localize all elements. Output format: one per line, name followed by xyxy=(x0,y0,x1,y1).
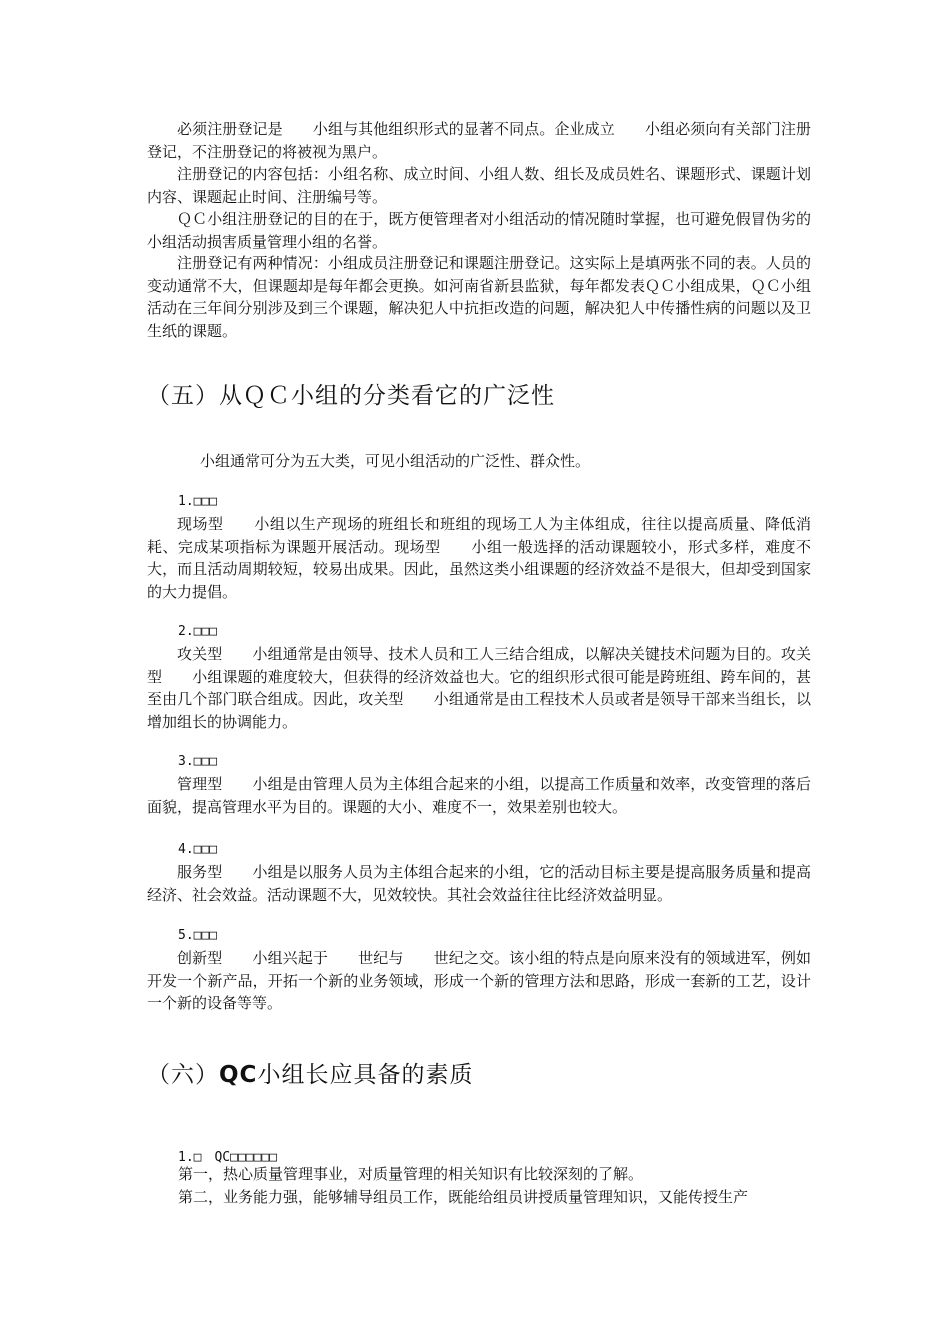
item-text-1: 现场型 小组以生产现场的班组长和班组的现场工人为主体组成，往往以提高质量、降低消耗、完成某项指标为课题开展活动。现场型 小组一般选择的活动课题较小，形式多样，难度不大，而且活动周期较短，较易出成果。因此，虽然这类小组课题的经济效益不是很大，但却受到国家的大力提倡。 xyxy=(147,515,811,601)
section-six-title-prefix: （六） xyxy=(147,1062,219,1088)
subsection-number-1: 1.□ QC□□□□□□ xyxy=(178,1150,278,1165)
quality-requirement-2: 第二，业务能力强，能够辅导组员工作，既能给组员讲授质量管理知识，又能传授生产 xyxy=(178,1188,749,1206)
item-text-5: 创新型 小组兴起于 世纪与 世纪之交。该小组的特点是向原来没有的领域进军，例如开发一个新产品，开拓一个新的业务领域，形成一个新的管理方法和思路，形成一套新的工艺，设计一个新的设备等等。 xyxy=(147,949,811,1012)
section-heading-five: （五）从ＱＣ小组的分类看它的广泛性 xyxy=(147,383,555,409)
section-heading-six xyxy=(147,1056,473,1089)
paragraph-registration-required: 必须注册登记是 小组与其他组织形式的显著不同点。企业成立 小组必须向有关部门注册登记，不注册登记的将被视为黑户。 xyxy=(147,120,811,161)
quality-requirement-1: 第一，热心质量管理事业，对质量管理的相关知识有比较深刻的了解。 xyxy=(178,1165,644,1183)
item-text-4: 服务型 小组是以服务人员为主体组合起来的小组，它的活动目标主要是提高服务质量和提高经济、社会效益。活动课题不大，见效较快。其社会效益往往比经济效益明显。 xyxy=(147,863,811,904)
item-number-1: 1.□□□ xyxy=(178,494,218,509)
section-six-title-qc: QC xyxy=(219,1062,258,1088)
item-text-3: 管理型 小组是由管理人员为主体组合起来的小组，以提高工作质量和效率，改变管理的落后面貌，提高管理水平为目的。课题的大小、难度不一，效果差别也较大。 xyxy=(147,775,811,816)
item-number-5: 5.□□□ xyxy=(178,928,218,943)
item-text-2: 攻关型 小组通常是由领导、技术人员和工人三结合组成，以解决关键技术问题为目的。攻关型 小组课题的难度较大，但获得的经济效益也大。它的组织形式很可能是跨班组、跨车间的，甚至由几个部门联合组成。因此，攻关型 小组通常是由工程技术人员或者是领导干部来当组长，以增加组长的协调能力。 xyxy=(147,645,811,731)
item-number-3: 3.□□□ xyxy=(178,754,218,769)
paragraph-registration-content: 注册登记的内容包括：小组名称、成立时间、小组人数、组长及成员姓名、课题形式、课题计划内容、课题起止时间、注册编号等。 xyxy=(147,165,811,206)
section-six-title-suffix: 小组长应具备的素质 xyxy=(257,1062,474,1088)
item-number-2: 2.□□□ xyxy=(178,624,218,639)
item-number-4: 4.□□□ xyxy=(178,842,218,857)
paragraph-registration-types: 注册登记有两种情况：小组成员注册登记和课题注册登记。这实际上是填两张不同的表。人员的变动通常不大，但课题却是每年都会更换。如河南省新县监狱，每年都发表ＱＣ小组成果，ＱＣ小组活动在三年间分别涉及到三个课题，解决犯人中抗拒改造的问题，解决犯人中传播性病的问题以及卫生纸的课题。 xyxy=(147,254,811,340)
paragraph-registration-purpose: ＱＣ小组注册登记的目的在于，既方便管理者对小组活动的情况随时掌握，也可避免假冒伪劣的小组活动损害质量管理小组的名誉。 xyxy=(147,210,811,251)
section-five-lead: 小组通常可分为五大类，可见小组活动的广泛性、群众性。 xyxy=(200,452,591,470)
